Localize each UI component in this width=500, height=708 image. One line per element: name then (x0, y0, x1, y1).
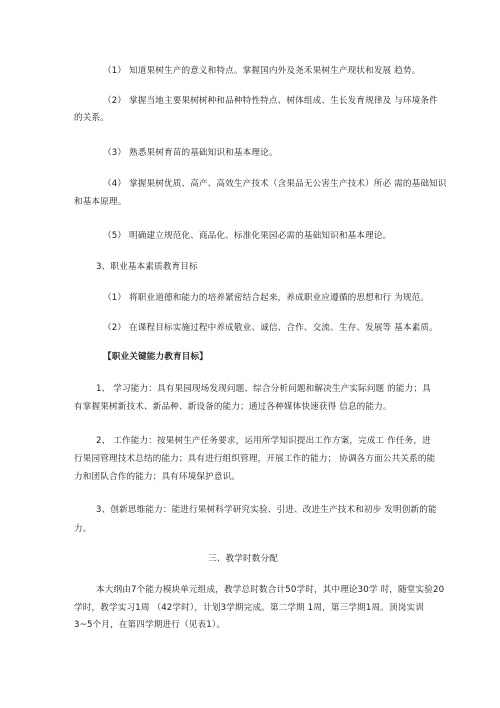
objective-item-1: （1） 知道果树生产的意义和特点。掌握国内外及尧禾果树生产现状和发展 趋势。 (103, 66, 421, 76)
hours-paragraph-line-2: 学时，教学实习1周 （42学时），计划3学期完成。第二学期 1周，第三学期1周。顶岗实训 (74, 603, 424, 613)
objective-item-4: （4） 掌握果树优质、高产、高效生产技术（含果品无公害生产技术）所必 需的基础知识 (103, 179, 447, 189)
objective-item-2: （2） 掌握当地主要果树树种和品种特性特点、树体组成、生长发育规律及 与环境条件 (103, 96, 438, 106)
section-heading-teaching-hours: 三、教学时数分配 (208, 554, 278, 564)
quality-item-1: （1） 将职业道德和能力的培养紧密结合起来，养成职业应遵循的思想和行 为规范。 (103, 293, 430, 303)
ability-item-2: 2、 工作能力：按果树生产任务要求，运用所学知识提出工作方案，完成工 作任务，进 (96, 436, 431, 446)
quality-item-2: （2） 在课程目标实施过程中养成敬业、诚信、合作、交流、生存、发展等 基本素质。 (103, 323, 438, 333)
ability-item-1-continuation: 有掌握果树新技术、新品种、新设备的能力；通过各种媒体快速获得 信息的能力。 (74, 402, 392, 412)
ability-item-2-continuation-1: 行果园管理技术总结的能力；具有进行组织管理，开展工作的能力； 协调各方面公共关系的能 (74, 454, 436, 464)
ability-item-3-continuation: 力。 (74, 524, 92, 534)
ability-item-2-continuation-2: 力和团队合作的能力；具有环境保护意识。 (74, 472, 241, 482)
hours-paragraph-line-3: 3~5个月，在第四学期进行（见表1）。 (74, 620, 226, 630)
objective-item-5: （5） 明确建立规范化、商品化、标准化果园必需的基础知识和基本理论。 (103, 231, 392, 241)
hours-paragraph-line-1: 本大纲由7个能力模块单元组成，教学总时数合计50学时，其中理论30学 时，随堂实验20 (96, 585, 445, 595)
ability-item-1: 1、 学习能力：具有果园现场发现问题、综合分析问题和解决生产实际问题 的能力；具 (96, 384, 431, 394)
objective-item-3: （3） 熟悉果树育苗的基础知识和基本理论。 (103, 148, 278, 158)
objective-item-4-continuation: 和基本原理。 (74, 197, 127, 207)
objective-item-2-continuation: 的关系。 (74, 113, 109, 123)
section-heading-key-abilities: 【职业关键能力教育目标】 (103, 352, 208, 362)
ability-item-3: 3、创新思维能力：能进行果树科学研究实验、引进、改进生产技术和初步 发明创新的能 (96, 505, 437, 515)
section-heading-professional-quality: 3、职业基本素质教育目标 (96, 262, 198, 272)
